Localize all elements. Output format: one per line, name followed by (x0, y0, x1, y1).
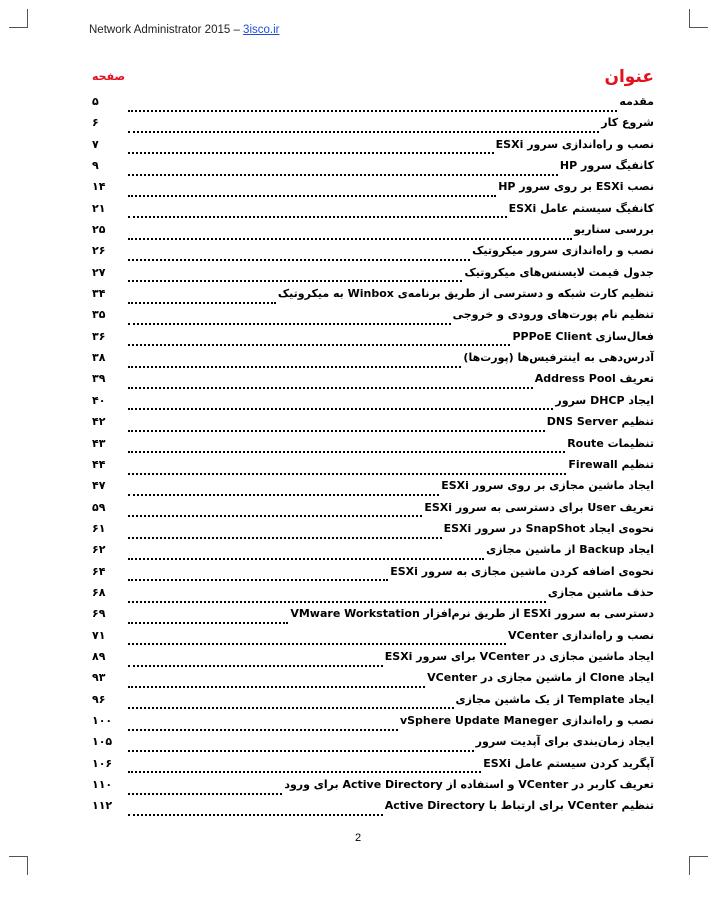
toc-entry-title: ایجاد Clone از ماشین مجازی در VCenter (427, 671, 654, 685)
toc-entry-page: ۶ (92, 116, 99, 130)
toc-entry-title: تنظیم Firewall (568, 457, 654, 471)
toc-entry-title: ایجاد Template از یک ماشین مجازی (455, 692, 654, 706)
toc-entry-title: نصب ESXi بر روی سرور HP (498, 180, 654, 194)
toc-dot-leader (128, 771, 481, 773)
toc-entry[interactable] (92, 586, 654, 607)
toc-entry-title: حذف ماشین مجازی (547, 585, 654, 599)
toc-entry[interactable] (92, 543, 654, 564)
toc-dot-leader (128, 366, 461, 368)
toc-entry[interactable] (92, 565, 654, 586)
toc-dot-leader (128, 387, 533, 389)
toc-entry[interactable] (92, 116, 654, 137)
toc-entry-page: ۹۶ (92, 692, 106, 706)
toc-entry-page: ۴۳ (92, 436, 106, 450)
toc-entry-page: ۳۶ (92, 329, 106, 343)
toc-entry[interactable] (92, 629, 654, 650)
toc-dot-leader (128, 665, 383, 667)
toc-entry-page: ۹ (92, 159, 99, 173)
toc-entry[interactable] (92, 671, 654, 692)
toc-entry-page: ۷ (92, 137, 99, 151)
toc-entry[interactable] (92, 714, 654, 735)
toc-entry-page: ۱۰۶ (92, 756, 113, 770)
toc-entry-title: شروع کار (601, 116, 654, 130)
toc-entry-title: نصب و راه‌اندازی سرور ESXi (495, 137, 654, 151)
page-header (89, 24, 279, 36)
toc-dot-leader (128, 793, 282, 795)
toc-entry-title: تنظیمات Route (567, 436, 654, 450)
toc-entry[interactable] (92, 287, 654, 308)
toc-entry[interactable] (92, 757, 654, 778)
toc-entry-page: ۶۲ (92, 543, 106, 557)
toc-entry[interactable] (92, 799, 654, 820)
toc-entry[interactable] (92, 415, 654, 436)
toc-dot-leader (128, 430, 545, 432)
toc-entry[interactable] (92, 394, 654, 415)
toc-entry[interactable] (92, 266, 654, 287)
toc-entry[interactable] (92, 693, 654, 714)
toc-entry-title: ایجاد زمان‌بندی برای آپدیت سرور (475, 735, 654, 749)
toc-title: عنوان (604, 67, 654, 87)
toc-entry-page: ۱۱۰ (92, 778, 113, 791)
toc-entry-title: فعال‌سازی PPPoE Client (512, 329, 654, 343)
toc-entry-title: تعریف کاربر در VCenter و استفاده از Active Directory برای ورود (284, 778, 654, 791)
toc-dot-leader (128, 302, 276, 304)
toc-entry[interactable] (92, 458, 654, 479)
toc-dot-leader (128, 280, 462, 282)
crop-mark-top-left (9, 9, 28, 28)
toc-dot-leader (128, 408, 553, 410)
toc-dot-leader (128, 451, 565, 453)
toc-entry[interactable] (92, 607, 654, 628)
toc-entry-title: نحوه‌ی ایجاد SnapShot در سرور ESXi (443, 521, 654, 535)
crop-mark-bottom-right (689, 856, 708, 875)
toc-entry[interactable] (92, 437, 654, 458)
toc-dot-leader (128, 579, 388, 581)
toc-entry-title: نصب و راه‌اندازی سرور میکروتیک (472, 244, 654, 258)
toc-entry[interactable] (92, 735, 654, 756)
toc-entry-title: ایجاد ماشین مجازی در VCenter برای سرور ESXi (384, 649, 654, 663)
toc-dot-leader (128, 344, 510, 346)
header-text: Network Administrator 2015 – (89, 24, 244, 36)
toc-entry-page: ۱۰۵ (92, 735, 113, 749)
toc-entry-page: ۲۶ (92, 244, 106, 258)
toc-entry[interactable] (92, 778, 654, 799)
toc-entry-title: کانفیگ سیستم عامل ESXi (508, 201, 654, 215)
toc-dot-leader (128, 174, 558, 176)
toc-entry[interactable] (92, 372, 654, 393)
toc-entry-page: ۶۴ (92, 564, 106, 578)
toc-entry-title: تنظیم کارت شبکه و دسترسی از طریق برنامه‌ی Winbox به میکروتیک (277, 287, 654, 301)
crop-mark-top-right (689, 9, 708, 28)
toc-entry-title: نصب و راه‌اندازی vSphere Update Maneger (399, 713, 654, 727)
toc-entry-page: ۱۰۰ (92, 713, 113, 727)
toc-entry-page: ۶۸ (92, 585, 106, 599)
toc-entry-page: ۲۷ (92, 265, 106, 279)
toc-entry-title: تنظیم نام پورت‌های ورودی و خروجی (452, 308, 654, 322)
toc-dot-leader (128, 152, 494, 154)
toc-entry-title: نحوه‌ی اضافه کردن ماشین مجازی به سرور ESXi (390, 564, 654, 578)
toc-entry-title: نصب و راه‌اندازی VCenter (507, 628, 654, 642)
toc-entry-title: آپگرید کردن سیستم عامل ESXi (483, 756, 654, 770)
toc-dot-leader (128, 601, 546, 603)
toc-dot-leader (128, 110, 617, 112)
toc-dot-leader (128, 195, 496, 197)
toc-entry[interactable] (92, 650, 654, 671)
toc-entry-title: آدرس‌دهی به اینترفیس‌ها (پورت‌ها) (463, 351, 654, 365)
toc-entry[interactable] (92, 95, 654, 116)
toc-entry-page: ۴۴ (92, 457, 106, 471)
page-number: 2 (354, 832, 362, 844)
toc-entry[interactable] (92, 223, 654, 244)
toc-entry[interactable] (92, 180, 654, 201)
toc-entry-title: بررسی سناریو (574, 223, 654, 237)
toc-entry-page: ۲۱ (92, 201, 106, 215)
toc-entry-title: ایجاد DHCP سرور (555, 393, 654, 407)
toc-dot-leader (128, 707, 454, 709)
crop-mark-bottom-left (9, 856, 28, 875)
toc-dot-leader (128, 238, 572, 240)
toc-entry-title: مقدمه (619, 95, 654, 108)
toc-entry-title: ایجاد ماشین مجازی بر روی سرور ESXi (441, 479, 654, 493)
toc-entry-title: تنظیم DNS Server (546, 415, 654, 429)
toc-dot-leader (128, 814, 383, 816)
toc-entry-title: تنظیم VCenter برای ارتباط با Active Directory (384, 799, 654, 813)
toc-entry[interactable] (92, 308, 654, 329)
toc-entry-page: ۵۹ (92, 500, 106, 514)
toc-dot-leader (128, 473, 566, 475)
toc-dot-leader (128, 216, 507, 218)
toc-entry-page: ۹۳ (92, 671, 106, 685)
toc-entry[interactable] (92, 501, 654, 522)
toc-entry-page: ۷۱ (92, 628, 106, 642)
toc-dot-leader (128, 515, 422, 517)
toc-entry[interactable] (92, 159, 654, 180)
toc-dot-leader (128, 537, 442, 539)
toc-entry[interactable] (92, 244, 654, 265)
toc-entry-page: ۳۸ (92, 351, 106, 365)
toc-dot-leader (128, 259, 470, 261)
toc-entry-page: ۲۵ (92, 223, 106, 237)
toc-entry-page: ۸۹ (92, 649, 106, 663)
toc-entry[interactable] (92, 330, 654, 351)
toc-entry-page: ۵ (92, 95, 99, 108)
toc-entry-page: ۴۲ (92, 415, 106, 429)
toc-dot-leader (128, 622, 288, 624)
toc-entry-page: ۴۰ (92, 393, 106, 407)
toc-entry-page: ۳۵ (92, 308, 106, 322)
toc-entry-page: ۴۷ (92, 479, 106, 493)
toc-dot-leader (128, 494, 439, 496)
toc-entry-page: ۶۱ (92, 521, 106, 535)
toc-dot-leader (128, 643, 506, 645)
toc-entry[interactable] (92, 522, 654, 543)
toc-entry-title: تعریف User برای دسترسی به سرور ESXi (424, 500, 654, 514)
toc-dot-leader (128, 131, 599, 133)
toc-dot-leader (128, 558, 484, 560)
toc-entry-title: ایجاد Backup از ماشین مجازی (486, 543, 654, 557)
toc-page-label: صفحه (92, 70, 126, 83)
toc-dot-leader (128, 323, 451, 325)
toc-entry-page: ۶۹ (92, 607, 106, 621)
toc-entry-title: جدول قیمت لایسنس‌های میکروتیک (464, 265, 654, 279)
toc-entry-page: ۳۴ (92, 287, 106, 301)
toc-entry[interactable] (92, 479, 654, 500)
toc-dot-leader (128, 686, 425, 688)
table-of-contents (92, 95, 654, 821)
toc-entry-page: ۱۱۲ (92, 799, 113, 813)
toc-dot-leader (128, 729, 398, 731)
toc-entry-page: ۳۹ (92, 372, 106, 386)
toc-entry[interactable] (92, 202, 654, 223)
toc-entry-title: دسترسی به سرور ESXi از طریق نرم‌افزار VMware Workstation (290, 607, 654, 621)
toc-entry-title: کانفیگ سرور HP (559, 159, 654, 173)
toc-entry[interactable] (92, 351, 654, 372)
header-link[interactable]: 3isco.ir (243, 24, 280, 36)
toc-dot-leader (128, 750, 474, 752)
toc-entry[interactable] (92, 138, 654, 159)
toc-entry-page: ۱۴ (92, 180, 106, 194)
toc-entry-title: تعریف Address Pool (534, 372, 654, 386)
